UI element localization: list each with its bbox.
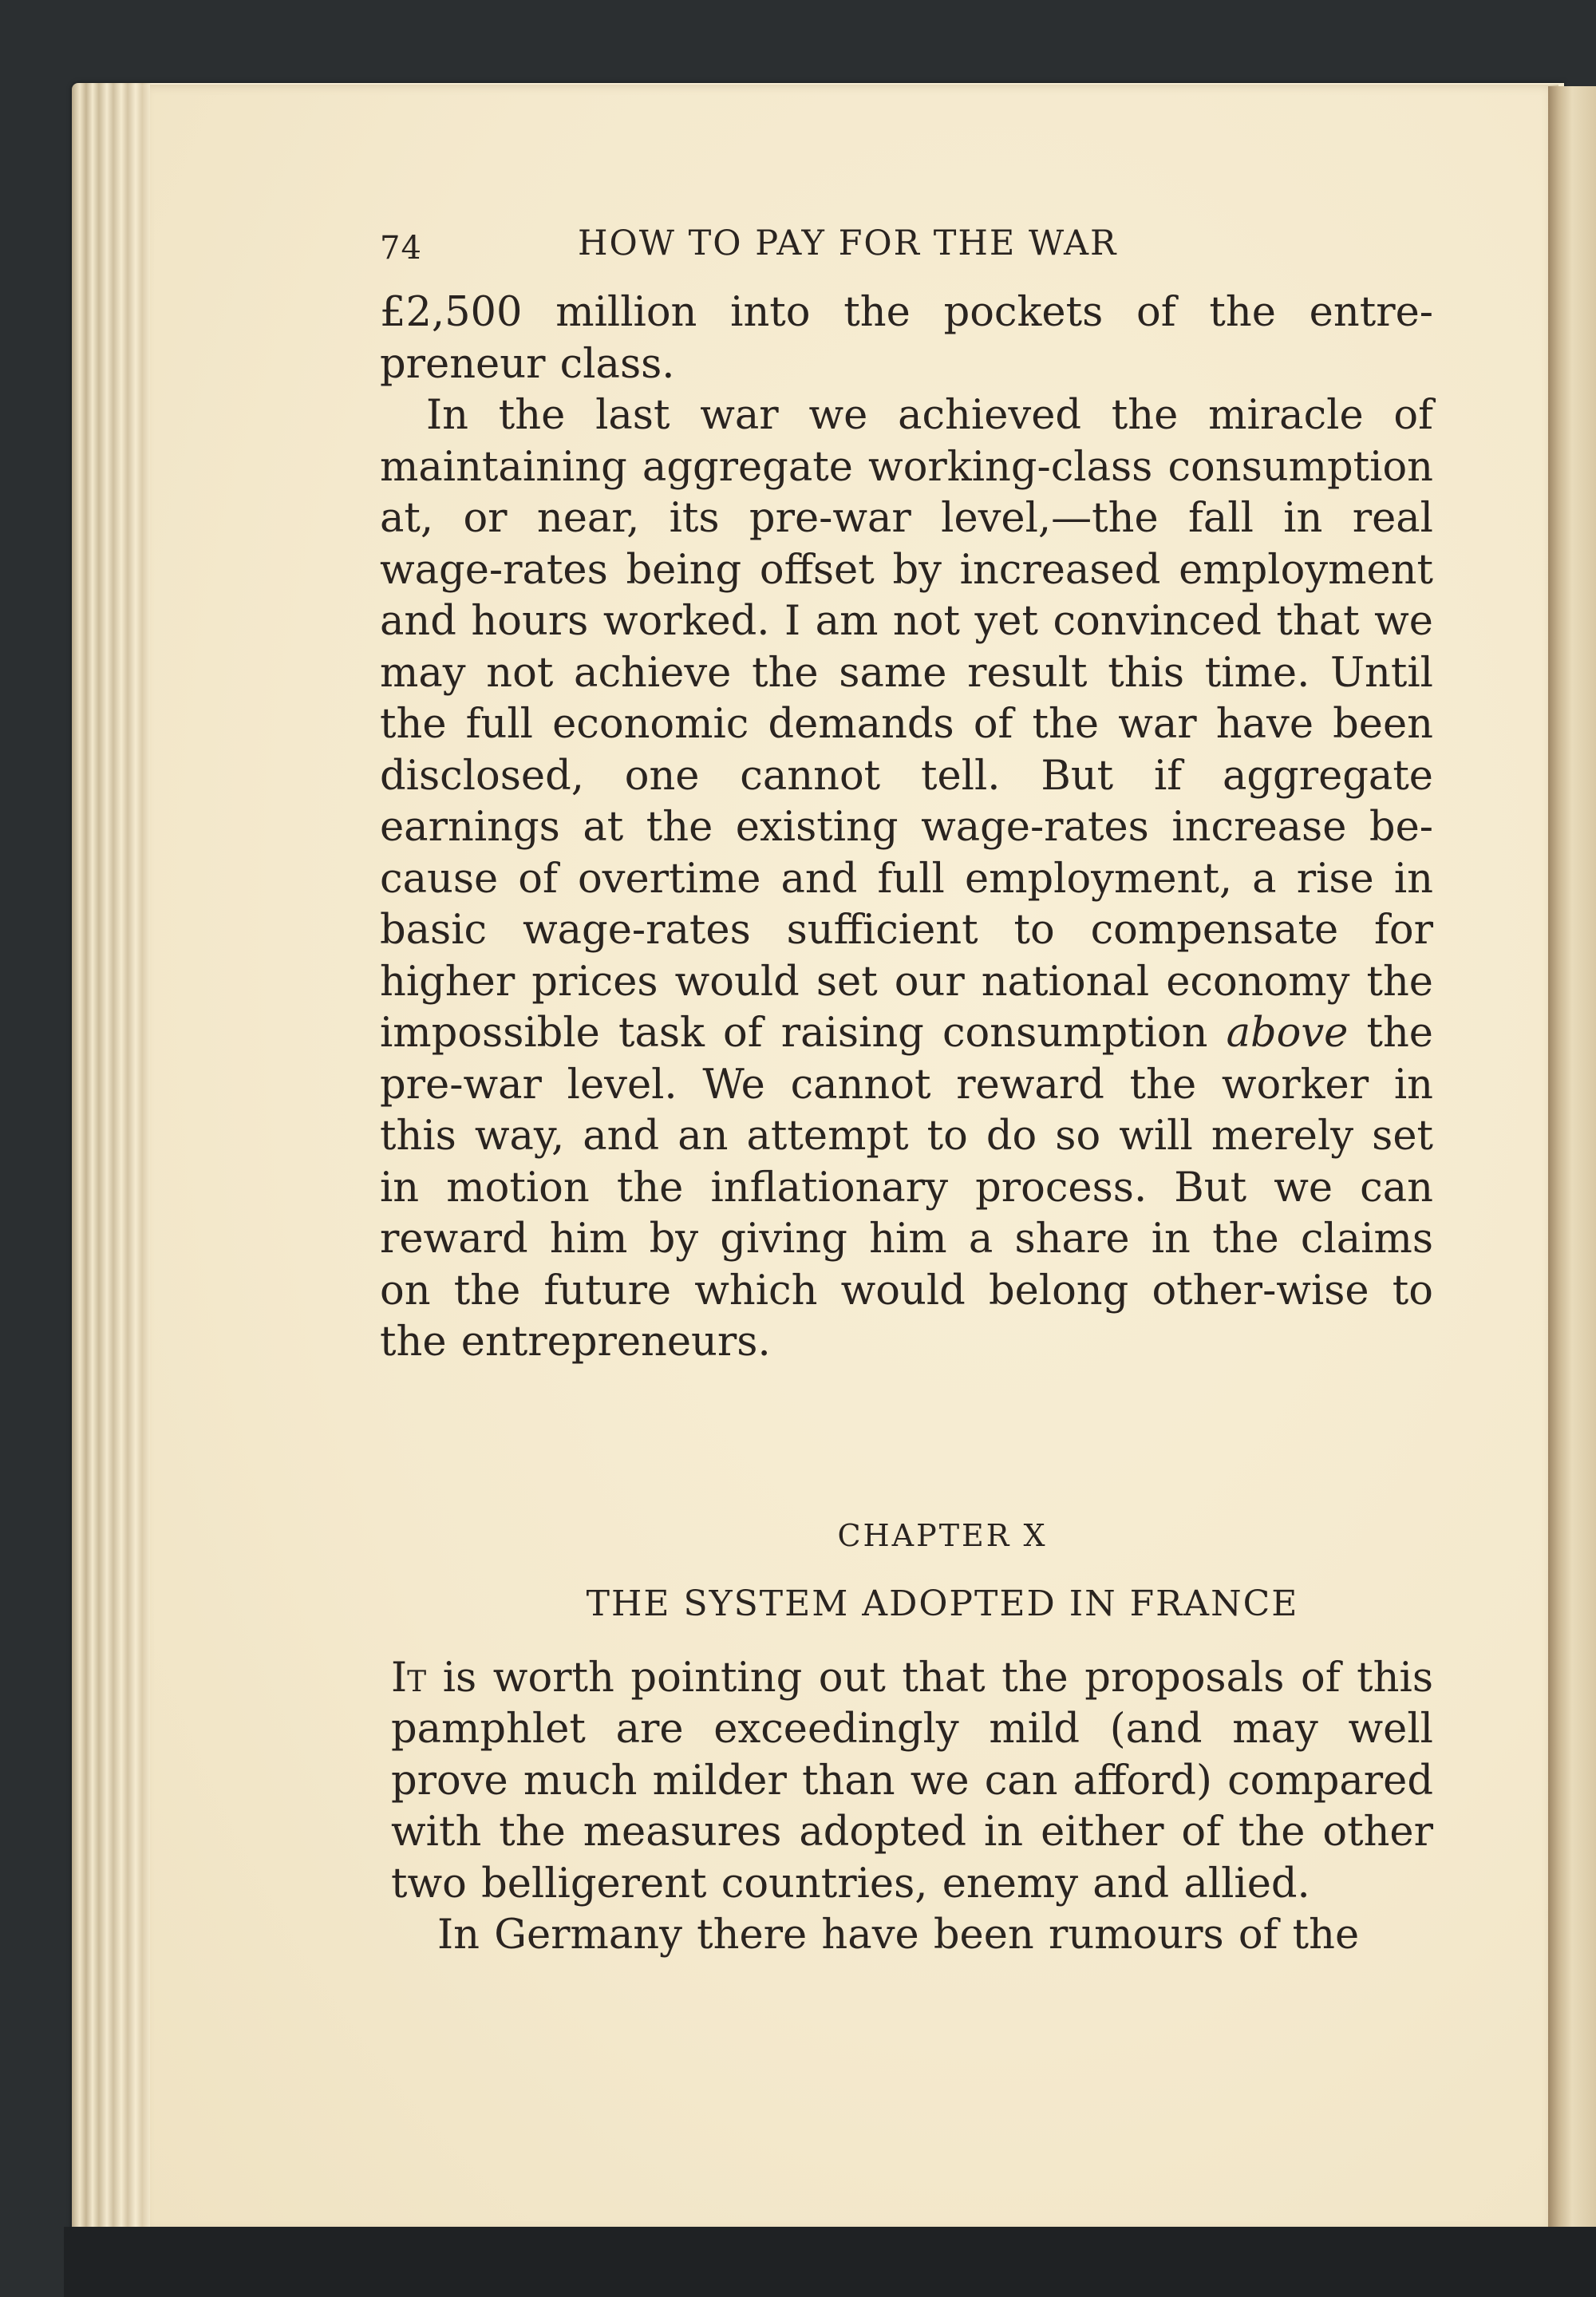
background-shadow xyxy=(64,2227,1596,2297)
running-head xyxy=(380,215,1433,287)
book-spine xyxy=(1548,86,1596,2233)
page-text xyxy=(380,215,1433,1962)
section-break xyxy=(380,1369,1433,1507)
lead-word: It xyxy=(391,1654,427,1702)
page-number: 74 xyxy=(380,230,422,267)
paragraph-text: the pre-war level. We cannot reward the worker in this way, and an attempt to do so will merely set in motion the inflationary process. But we can reward him by giving him a share in the claims on the future which would belong other-wise to the entrepreneurs. xyxy=(380,1010,1433,1366)
chapter-body xyxy=(380,1653,1433,1962)
paragraph-continued: £2,500 million into the pockets of the entre-preneur class. xyxy=(380,289,1433,388)
emphasis-word: above xyxy=(1226,1010,1349,1057)
paragraph-text: In the last war we achieved the miracle of maintaining aggregate working-class consumption at, or near, its pre-war level,—the fall in real wage-rates being offset by increased employment and hours worked. I am not yet convinced that we may not achieve the same result this time. Until the full economic demands of the war have been disclosed, one cannot tell. But if aggregate earnings at the existing wage-rates increase be-cause of overtime and full employment, a rise in basic wage-rates sufficient to compensate for higher prices would set our national economy the impossible task of raising consumption xyxy=(380,392,1433,1057)
paragraph-germany: In Germany there have been rumours of the xyxy=(437,1912,1360,1959)
paragraph-last-war xyxy=(380,390,1433,1369)
paragraph-france-intro xyxy=(391,1653,1433,1911)
chapter-title: THE SYSTEM ADOPTED IN FRANCE xyxy=(586,1583,1299,1624)
paragraph-text: is worth pointing out that the proposals of this pamphlet are exceedingly mild (and may well prove much milder than we can afford) compared with the measures adopted in either of the other two belligerent countries, enemy and allied. xyxy=(391,1654,1433,1908)
chapter-label: CHAPTER X xyxy=(837,1517,1048,1553)
running-title: HOW TO PAY FOR THE WAR xyxy=(578,223,1118,263)
